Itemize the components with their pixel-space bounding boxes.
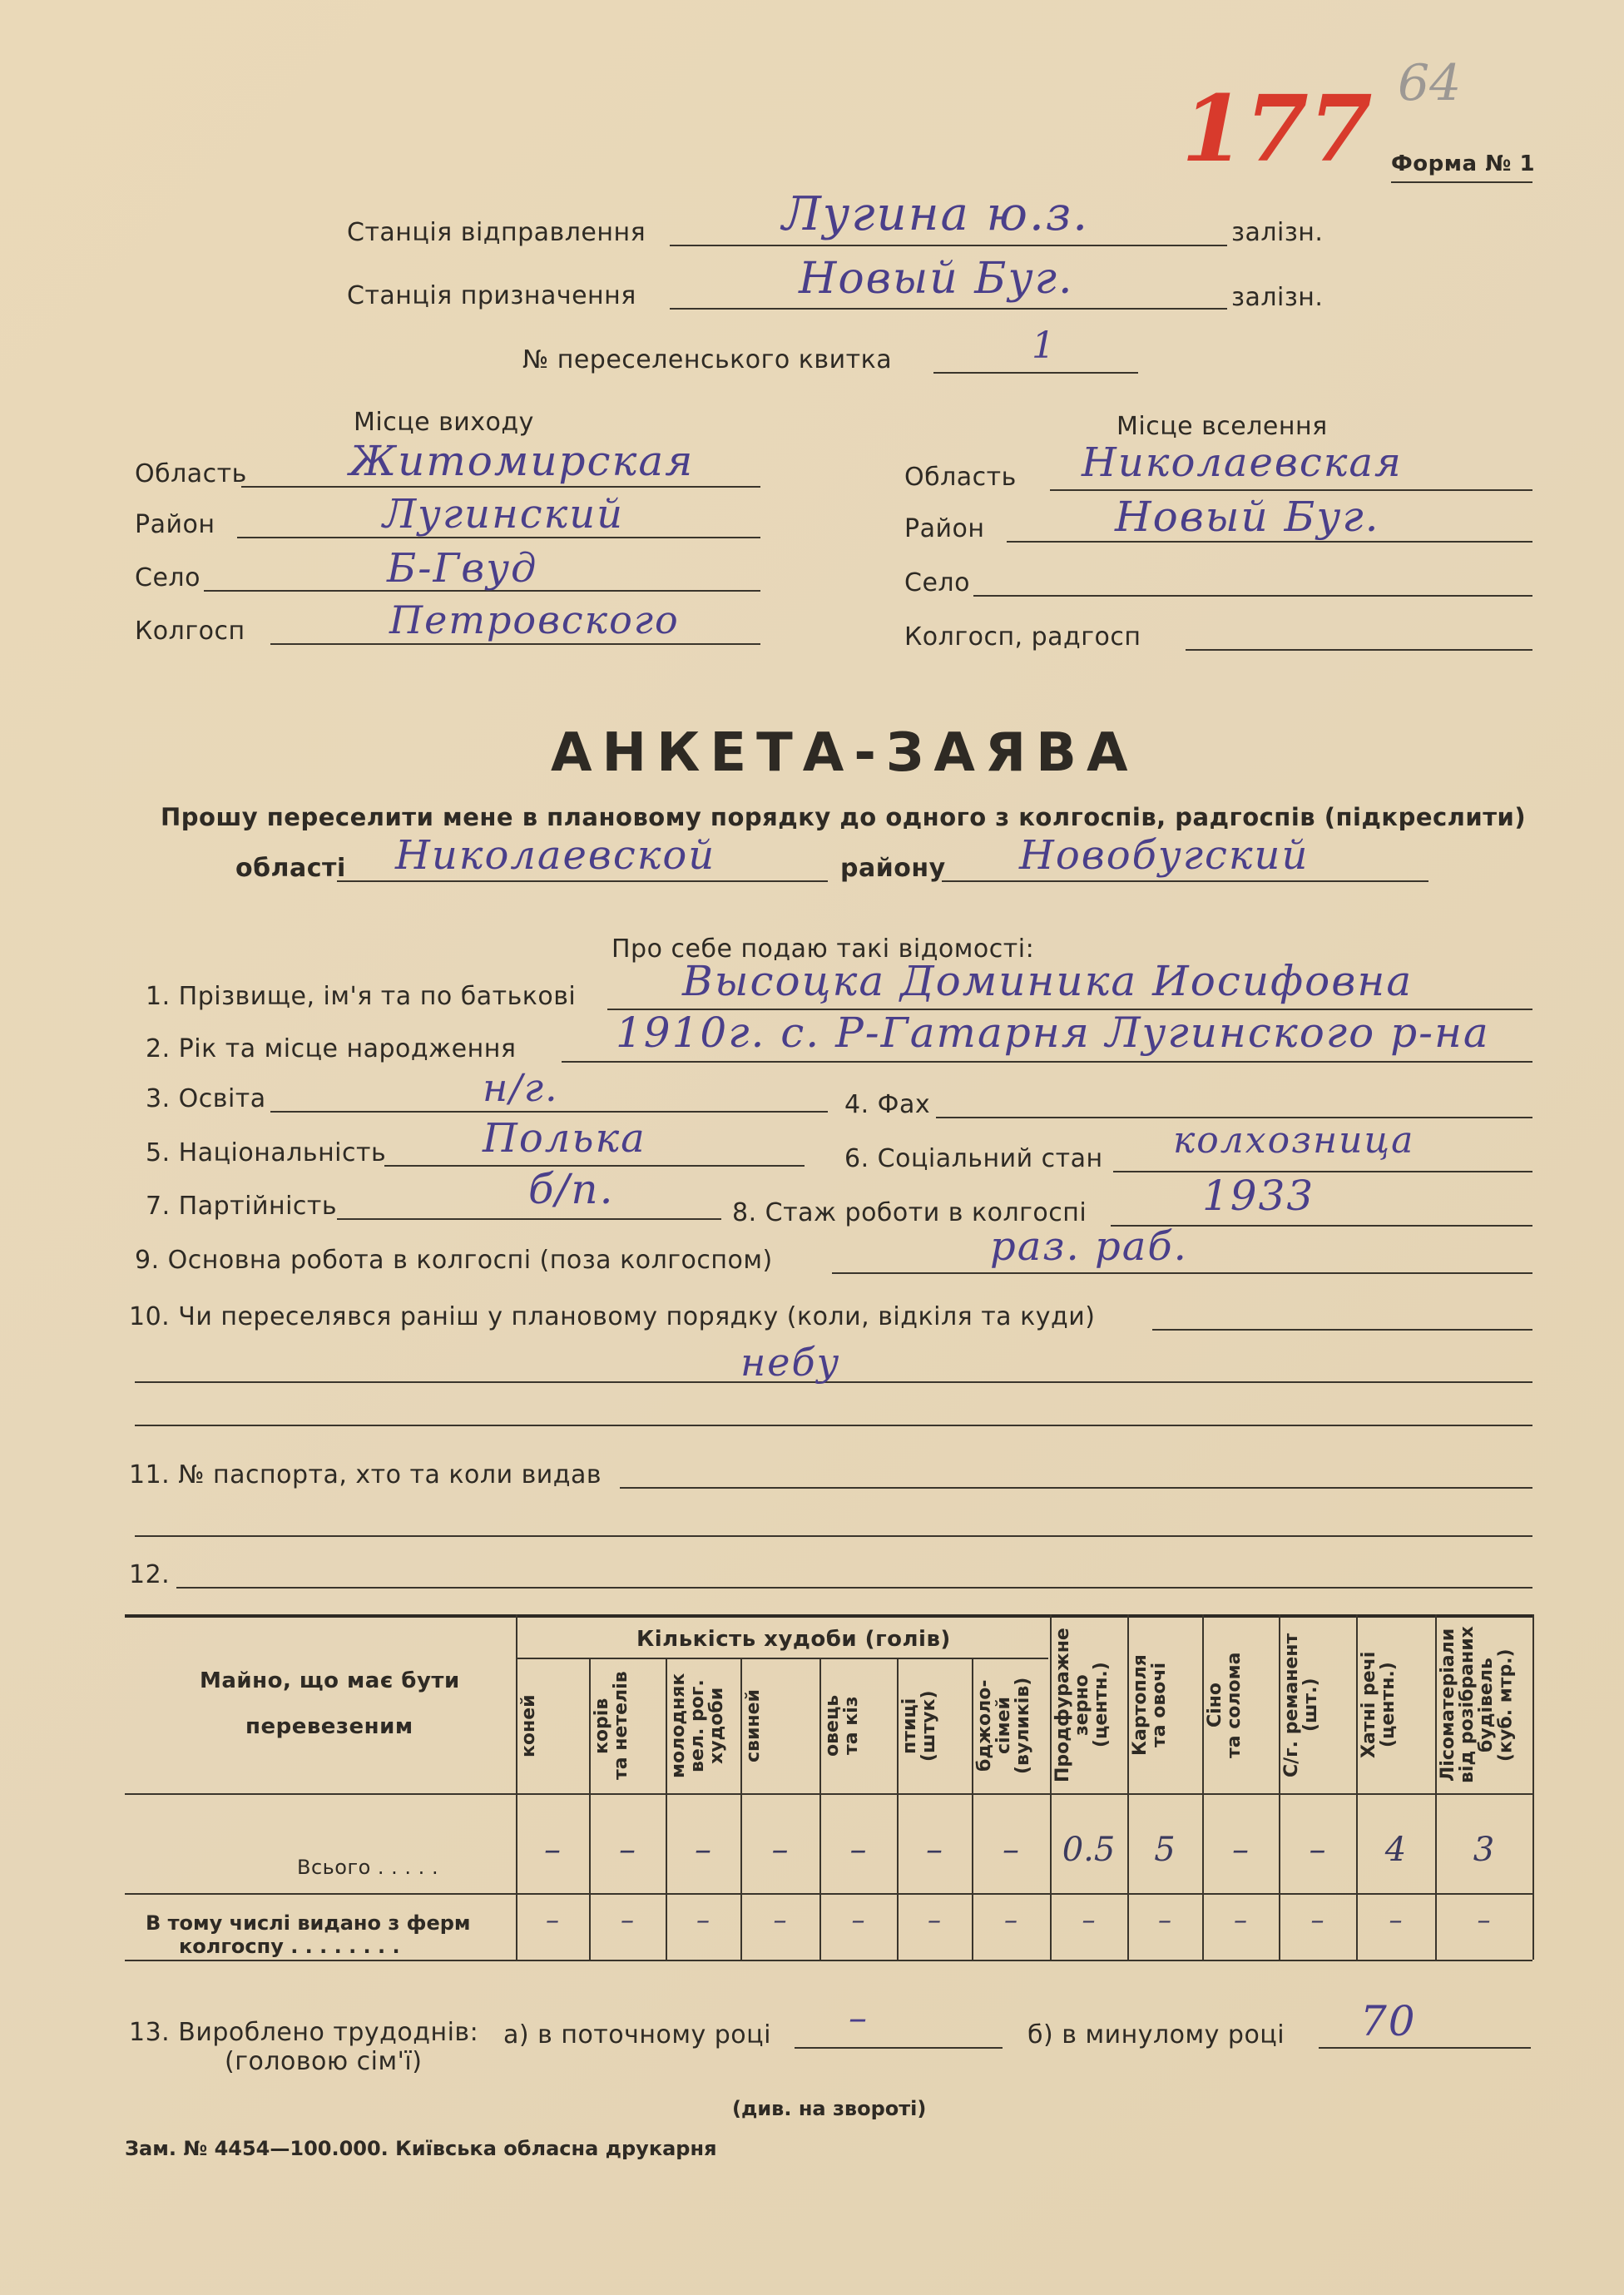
table-top-border bbox=[125, 1614, 1532, 1618]
settlement-heading: Місце вселення bbox=[1116, 412, 1328, 441]
table-farm-cell: – bbox=[1477, 1904, 1491, 1936]
request-oblast-value: Николаевской bbox=[395, 832, 716, 879]
field-7-value: б/п. bbox=[528, 1165, 615, 1213]
row-farm-label-1: В тому числі видано з ферм bbox=[146, 1911, 471, 1935]
origin-oblast-label: Область bbox=[135, 459, 247, 488]
form-title: АНКЕТА-ЗАЯВА bbox=[551, 722, 1138, 784]
field-11-line-a bbox=[620, 1487, 1532, 1489]
field-7-label: 7. Партійність bbox=[146, 1192, 338, 1221]
request-rayon-value: Новобугский bbox=[1019, 832, 1310, 879]
table-column-header: Продфуражне зерно (центн.) bbox=[1052, 1628, 1112, 1782]
livestock-header: Кількість худоби (голів) bbox=[636, 1627, 951, 1652]
field-7-line bbox=[337, 1218, 721, 1220]
printer-note: Зам. № 4454—100.000. Київська обласна друкарня bbox=[125, 2137, 717, 2160]
table-total-cell: 5 bbox=[1154, 1831, 1176, 1869]
field-9-line bbox=[832, 1272, 1532, 1274]
destination-station-line bbox=[670, 308, 1227, 310]
workdays-last-label: б) в минулому році bbox=[1027, 2020, 1285, 2050]
departure-station-label: Станція відправлення bbox=[347, 218, 646, 247]
workdays-current-label: а) в поточному році bbox=[503, 2020, 771, 2050]
form-label-underline bbox=[1391, 181, 1532, 183]
table-total-cell: – bbox=[771, 1831, 789, 1869]
field-6-label: 6. Соціальний стан bbox=[844, 1144, 1103, 1173]
field-10-label: 10. Чи переселявся раніш у плановому порядку (коли, відкіля та куди) bbox=[129, 1302, 1096, 1331]
request-oblast-label: області bbox=[235, 854, 346, 883]
table-bottom-line bbox=[125, 1960, 1532, 1961]
table-total-cell: – bbox=[619, 1831, 636, 1869]
origin-kolhosp-label: Колгосп bbox=[135, 617, 245, 646]
destination-station-value: Новый Буг. bbox=[799, 254, 1074, 304]
property-header-1: Майно, що має бути bbox=[200, 1668, 460, 1693]
table-total-cell: – bbox=[544, 1831, 561, 1869]
field-1-value: Высоцка Доминика Иосифовна bbox=[682, 957, 1414, 1005]
departure-station-line bbox=[670, 245, 1227, 246]
ticket-label: № переселенського квитка bbox=[522, 345, 893, 374]
request-rayon-line bbox=[942, 880, 1428, 882]
field-3-label: 3. Освіта bbox=[146, 1084, 266, 1113]
field-11-line-b bbox=[135, 1535, 1532, 1537]
settlement-selo-line bbox=[973, 595, 1532, 597]
field-2-value: 1910г. с. Р-Гатарня Лугинского р-на bbox=[616, 1009, 1490, 1057]
field-8-label: 8. Стаж роботи в колгоспі bbox=[732, 1198, 1087, 1227]
field-5-value: Полька bbox=[483, 1115, 646, 1162]
row-farm-label-2: колгоспу . . . . . . . . bbox=[179, 1935, 400, 1958]
field-3-line bbox=[270, 1111, 828, 1113]
settlement-oblast-label: Область bbox=[904, 463, 1017, 492]
table-farm-cell: – bbox=[1158, 1904, 1171, 1936]
table-column-header: корів та нетелів bbox=[592, 1671, 632, 1781]
origin-oblast-line bbox=[241, 486, 760, 488]
table-column-header: свиней bbox=[743, 1689, 764, 1762]
table-column-header: Лісоматеріали від розібраних будівель (куб. мтр.) bbox=[1438, 1626, 1517, 1784]
table-total-cell: – bbox=[849, 1831, 867, 1869]
table-total-cell: – bbox=[695, 1831, 711, 1869]
table-column-header: бджоло- сімей (вуликів) bbox=[974, 1677, 1034, 1775]
workdays-current-value: – bbox=[849, 1997, 869, 2040]
table-column-header: С/г. реманент (шт.) bbox=[1281, 1633, 1322, 1777]
table-total-cell: 3 bbox=[1473, 1831, 1495, 1869]
workdays-current-line bbox=[795, 2047, 1003, 2049]
table-farm-cell: – bbox=[621, 1904, 634, 1936]
request-oblast-line bbox=[337, 880, 828, 882]
table-total-row-line bbox=[125, 1893, 1532, 1895]
table-farm-cell: – bbox=[851, 1904, 865, 1936]
field-10-line-a bbox=[1152, 1329, 1532, 1331]
request-text: Прошу переселити мене в плановому порядку до одного з колгоспів, радгоспів (підкреслити) bbox=[161, 803, 1527, 831]
table-column-header: птиці (штук) bbox=[899, 1690, 940, 1762]
table-total-cell: – bbox=[1309, 1831, 1326, 1869]
field-9-label: 9. Основна робота в колгоспі (поза колгоспом) bbox=[135, 1246, 773, 1275]
table-vline bbox=[1532, 1614, 1534, 1960]
workdays-label-2: (головою сім'ї) bbox=[225, 2047, 423, 2076]
table-farm-cell: – bbox=[1004, 1904, 1017, 1936]
field-11-label: 11. № паспорта, хто та коли видав bbox=[129, 1460, 602, 1490]
table-column-header: Картопля та овочі bbox=[1130, 1654, 1171, 1756]
field-4-label: 4. Фах bbox=[844, 1090, 931, 1119]
workdays-last-line bbox=[1319, 2047, 1531, 2049]
table-column-header: коней bbox=[518, 1694, 539, 1757]
settlement-kolhosp-label: Колгосп, радгосп bbox=[904, 622, 1141, 652]
table-total-cell: – bbox=[926, 1831, 943, 1869]
field-6-value: колхозница bbox=[1173, 1119, 1415, 1162]
field-10-value: небу bbox=[740, 1340, 841, 1385]
row-total-label: Всього . . . . . bbox=[297, 1856, 439, 1879]
table-farm-cell: – bbox=[773, 1904, 787, 1936]
departure-railway-suffix: залізн. bbox=[1231, 218, 1324, 247]
table-column-header: Сіно та солома bbox=[1205, 1652, 1245, 1758]
workdays-last-value: 70 bbox=[1360, 1997, 1417, 2045]
table-farm-cell: – bbox=[1389, 1904, 1403, 1936]
origin-kolhosp-value: Петровского bbox=[389, 597, 680, 642]
origin-rayon-label: Район bbox=[135, 510, 215, 539]
settlement-rayon-value: Новый Буг. bbox=[1115, 493, 1380, 541]
field-12-line bbox=[176, 1587, 1532, 1589]
field-5-label: 5. Національність bbox=[146, 1138, 387, 1167]
field-1-label: 1. Прізвище, ім'я та по батькові bbox=[146, 982, 577, 1011]
settlement-oblast-value: Николаевская bbox=[1082, 439, 1403, 486]
table-header-bottom-line bbox=[125, 1793, 1532, 1795]
origin-kolhosp-line bbox=[270, 643, 760, 645]
field-4-line bbox=[936, 1117, 1532, 1118]
origin-heading: Місце виходу bbox=[354, 408, 534, 437]
see-back-note: (див. на звороті) bbox=[732, 2097, 927, 2120]
destination-station-label: Станція призначення bbox=[347, 281, 636, 310]
field-12-label: 12. bbox=[129, 1560, 171, 1589]
settlement-kolhosp-line bbox=[1186, 649, 1532, 651]
form-label: Форма № 1 bbox=[1391, 151, 1536, 176]
origin-selo-label: Село bbox=[135, 563, 201, 592]
destination-railway-suffix: залізн. bbox=[1231, 283, 1324, 312]
field-2-line bbox=[562, 1061, 1532, 1063]
grey-archive-number: 64 bbox=[1398, 54, 1462, 112]
livestock-header-line bbox=[516, 1658, 1048, 1659]
field-3-value: н/г. bbox=[483, 1065, 559, 1110]
property-header-2: перевезеним bbox=[245, 1714, 413, 1739]
workdays-label-1: 13. Вироблено трудоднів: bbox=[129, 2018, 479, 2047]
ticket-line bbox=[933, 372, 1138, 374]
table-farm-cell: – bbox=[546, 1904, 559, 1936]
settlement-selo-label: Село bbox=[904, 568, 970, 597]
table-total-cell: – bbox=[1003, 1831, 1019, 1869]
request-rayon-label: району bbox=[840, 854, 946, 883]
field-8-value: 1933 bbox=[1202, 1172, 1315, 1220]
red-archive-number: 177 bbox=[1181, 75, 1373, 182]
origin-selo-value: Б-Гвуд bbox=[387, 545, 538, 592]
table-column-header: молодняк вел. рог. худоби bbox=[668, 1673, 728, 1779]
table-farm-cell: – bbox=[1234, 1904, 1247, 1936]
ticket-value: 1 bbox=[1032, 325, 1057, 367]
table-column-header: овець та кіз bbox=[822, 1694, 863, 1757]
origin-oblast-value: Житомирская bbox=[349, 437, 695, 485]
origin-rayon-value: Лугинский bbox=[383, 491, 625, 538]
field-9-value: раз. раб. bbox=[990, 1223, 1188, 1270]
settlement-rayon-label: Район bbox=[904, 514, 985, 543]
table-column-header: Хатні речі (центн.) bbox=[1359, 1651, 1399, 1759]
table-farm-cell: – bbox=[928, 1904, 941, 1936]
table-farm-cell: – bbox=[696, 1904, 710, 1936]
table-farm-cell: – bbox=[1082, 1904, 1096, 1936]
field-6-line bbox=[1113, 1171, 1532, 1172]
field-2-label: 2. Рік та місце народження bbox=[146, 1034, 517, 1063]
departure-station-value: Лугина ю.з. bbox=[782, 187, 1090, 241]
field-10-line-c bbox=[135, 1425, 1532, 1426]
table-farm-cell: – bbox=[1310, 1904, 1324, 1936]
table-total-cell: – bbox=[1232, 1831, 1249, 1869]
info-heading: Про себе подаю такі відомості: bbox=[611, 934, 1035, 964]
settlement-rayon-line bbox=[1007, 541, 1532, 543]
settlement-oblast-line bbox=[1050, 489, 1532, 491]
table-total-cell: 4 bbox=[1384, 1831, 1407, 1869]
table-total-cell: 0.5 bbox=[1062, 1831, 1116, 1869]
